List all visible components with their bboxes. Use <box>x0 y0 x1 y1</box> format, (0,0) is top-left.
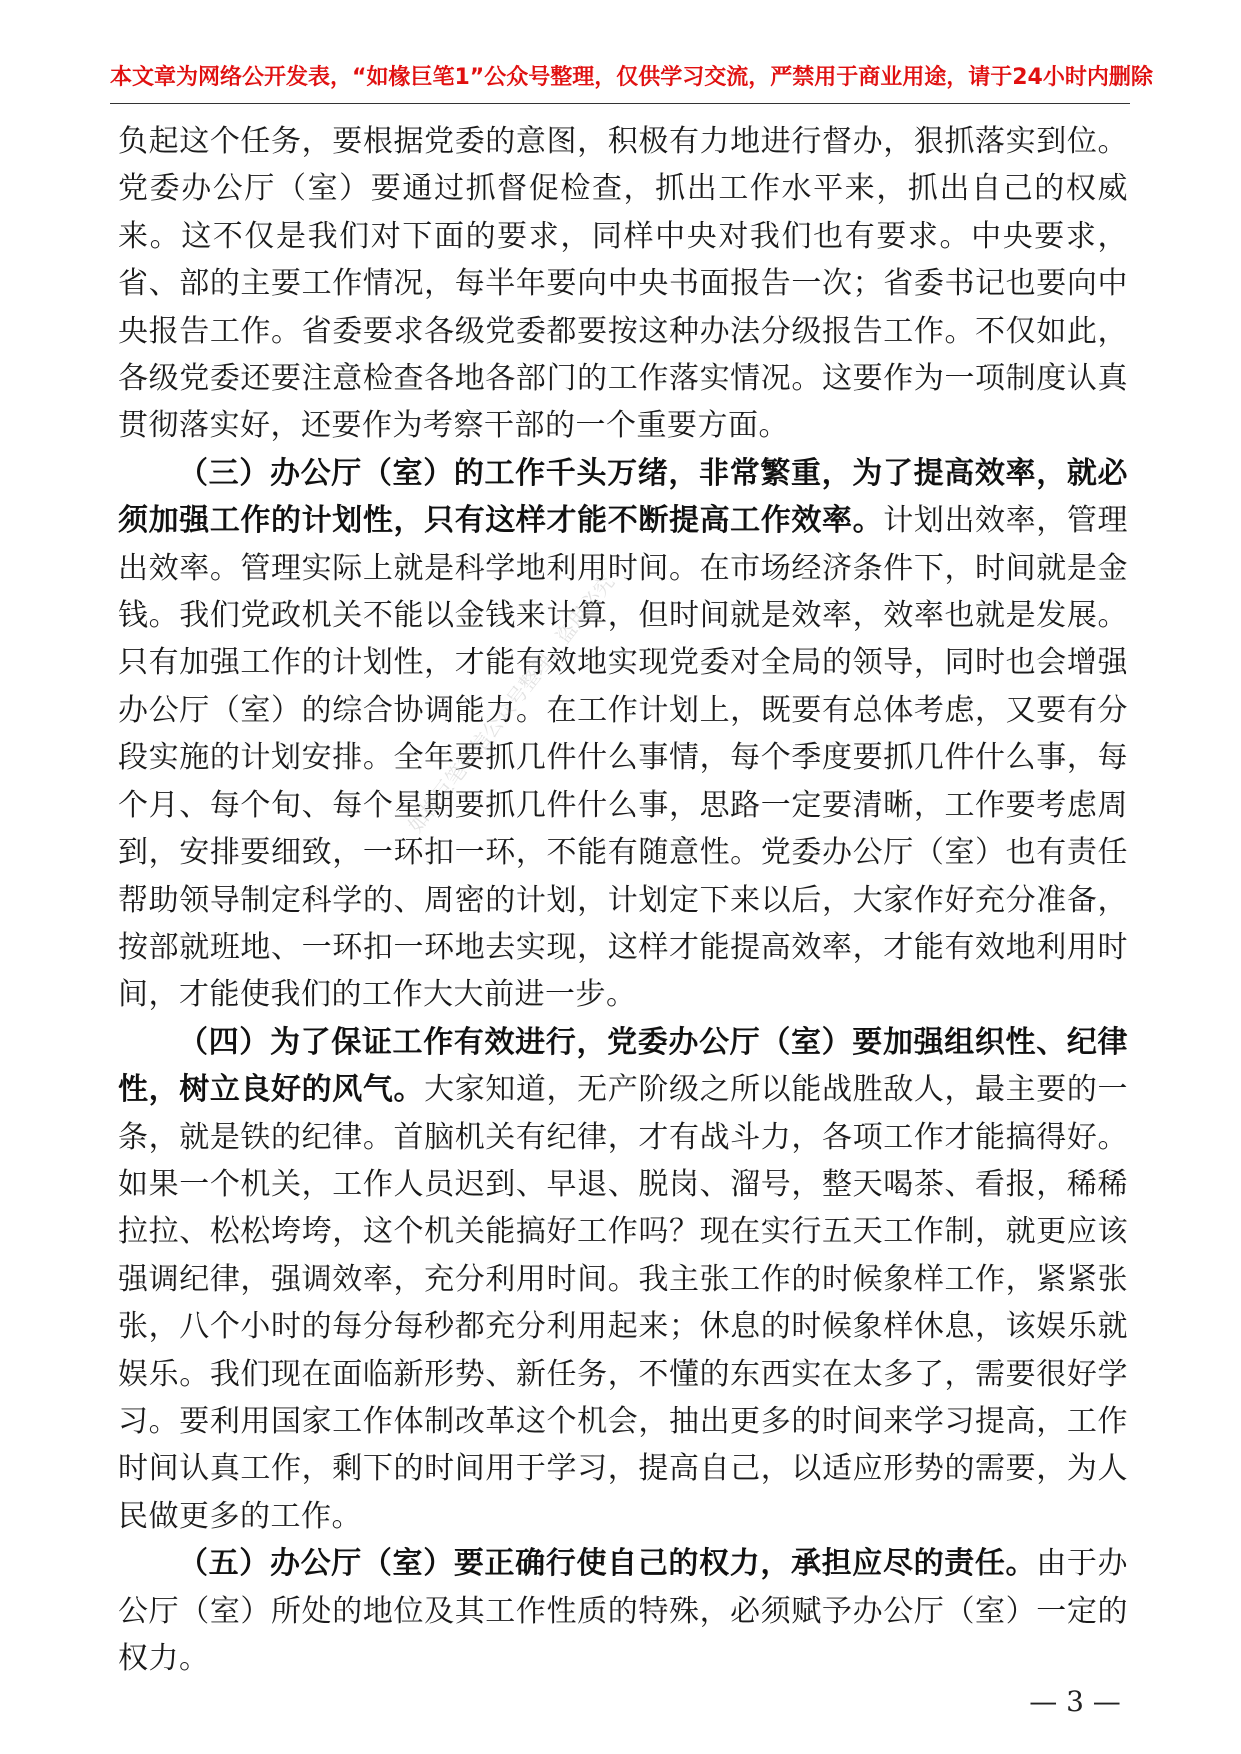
paragraph-continuation <box>118 118 1128 450</box>
paragraph-lead: （五）办公厅（室）要正确行使自己的权力，承担应尽的责任。 <box>178 1546 1037 1582</box>
header-divider <box>110 103 1130 104</box>
paragraph-section-5 <box>118 1540 1128 1682</box>
paragraph-text: 负起这个任务，要根据党委的意图，积极有力地进行督办，狠抓落实到位。党委办公厅（室）要通过抓督促检查，抓出工作水平来，抓出自己的权威来。这不仅是我们对下面的要求，同样中央对我们也有要求。中央要求，省、部的主要工作情况，每半年要向中央书面报告一次；省委书记也要向中央报告工作。省委要求各级党委都要按这种办法分级报告工作。不仅如此，各级党委还要注意检查各地各部门的工作落实情况。这要作为一项制度认真贯彻落实好，还要作为考察干部的一个重要方面。 <box>118 124 1128 444</box>
paragraph-section-3 <box>118 450 1128 1019</box>
copyright-notice-header: 本文章为网络公开发表，“如椽巨笔1”公众号整理，仅供学习交流，严禁用于商业用途，请于24小时内删除 <box>110 65 1153 90</box>
paragraph-section-4 <box>118 1019 1128 1540</box>
paragraph-text: 大家知道，无产阶级之所以能战胜敌人，最主要的一条，就是铁的纪律。首脑机关有纪律，才有战斗力，各项工作才能搞得好。如果一个机关，工作人员迟到、早退、脱岗、溜号，整天喝茶、看报，稀稀拉拉、松松垮垮，这个机关能搞好工作吗？现在实行五天工作制，就更应该强调纪律，强调效率，充分利用时间。我主张工作的时候象样工作，紧紧张张，八个小时的每分每秒都充分利用起来；休息的时候象样休息，该娱乐就娱乐。我们现在面临新形势、新任务，不懂的东西实在太多了，需要很好学习。要利用国家工作体制改革这个机会，抽出更多的时间来学习提高，工作时间认真工作，剩下的时间用于学习，提高自己，以适应形势的需要，为人民做更多的工作。 <box>118 1072 1128 1534</box>
paragraph-text: 计划出效率，管理出效率。管理实际上就是科学地利用时间。在市场经济条件下，时间就是金钱。我们党政机关不能以金钱来计算，但时间就是效率，效率也就是发展。只有加强工作的计划性，才能有效地实现党委对全局的领导，同时也会增强办公厅（室）的综合协调能力。在工作计划上，既要有总体考虑，又要有分段实施的计划安排。全年要抓几件什么事情，每个季度要抓几件什么事，每个月、每个旬、每个星期要抓几件什么事，思路一定要清晰，工作要考虑周到，安排要细致，一环扣一环，不能有随意性。党委办公厅（室）也有责任帮助领导制定科学的、周密的计划，计划定下来以后，大家作好充分准备，按部就班地、一环扣一环地去实现，这样才能提高效率，才能有效地利用时间，才能使我们的工作大大前进一步。 <box>118 503 1128 1013</box>
paragraph-lead: （三）办公厅（室）的工作千头万绪，非常繁重，为了提高效率，就必须加强工作的计划性，只有这样才能不断提高工作效率。 <box>118 455 1128 539</box>
document-body <box>118 118 1128 1682</box>
watermark: 如椽巨笔微信公众号整理，盗用必究 <box>403 570 620 838</box>
paragraph-lead: （四）为了保证工作有效进行，党委办公厅（室）要加强组织性、纪律性，树立良好的风气。 <box>118 1024 1128 1108</box>
paragraph-text: 由于办公厅（室）所处的地位及其工作性质的特殊，必须赋予办公厅（室）一定的权力。 <box>118 1546 1129 1676</box>
page-number: — 3 — <box>1029 1685 1121 1718</box>
